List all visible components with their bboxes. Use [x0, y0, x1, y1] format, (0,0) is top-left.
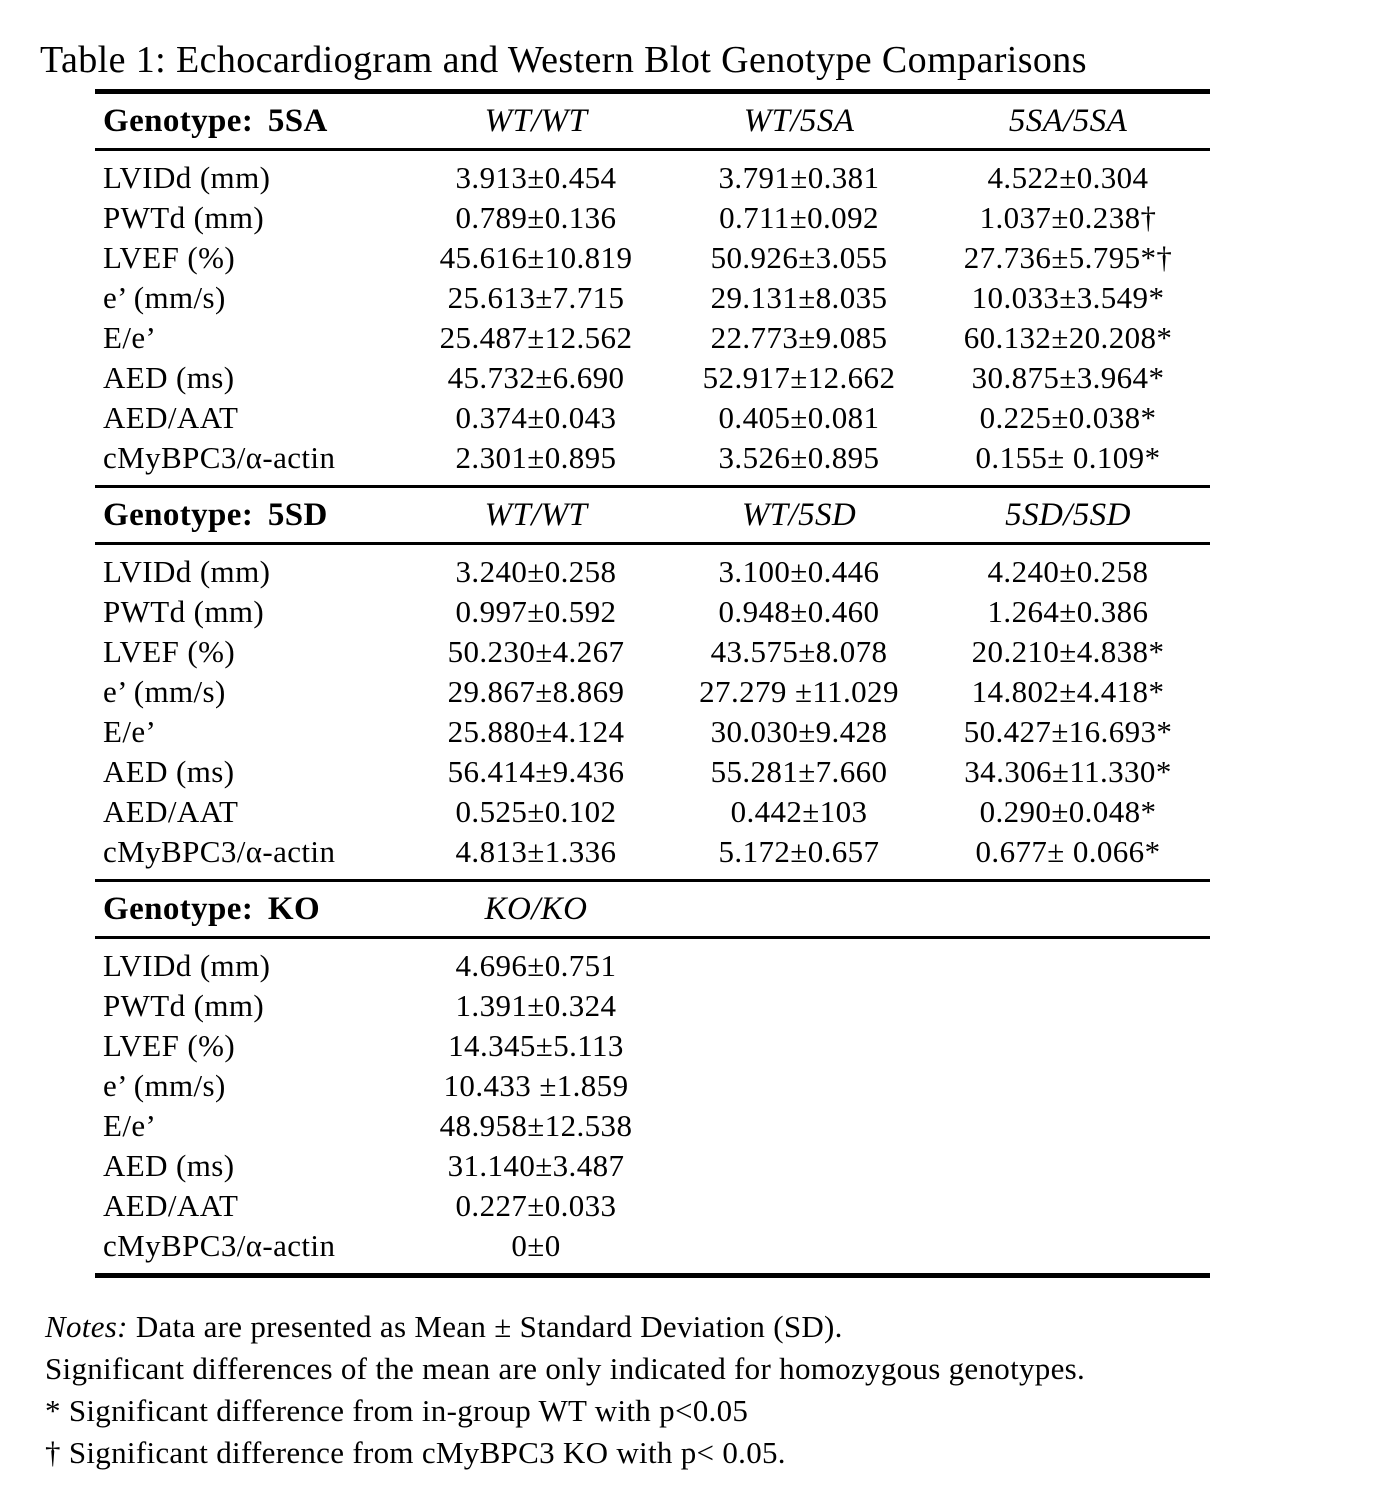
cell-value: 3.526±0.895 — [718, 440, 880, 475]
table-notes — [45, 1306, 1355, 1474]
cell-value: 0.290±0.048* — [979, 794, 1157, 829]
cell-value: 1.037±0.238† — [979, 200, 1157, 235]
table-row — [95, 238, 1210, 278]
row-label: PWTd (mm) — [103, 988, 265, 1023]
cell-value: 5.172±0.657 — [718, 834, 880, 869]
cell-value: 43.575±8.078 — [710, 634, 888, 669]
cell-value: 60.132±20.208* — [963, 320, 1173, 355]
row-label: E/e’ — [103, 1108, 157, 1143]
cell-value: 55.281±7.660 — [710, 754, 888, 789]
cell-value: 3.913±0.454 — [455, 160, 617, 195]
table-row — [95, 632, 1210, 672]
section-header-row — [95, 94, 1210, 148]
table-row — [95, 1026, 1210, 1066]
section-5sd — [95, 485, 1210, 879]
column-header: KO/KO — [484, 890, 588, 927]
cell-value: 52.917±12.662 — [702, 360, 896, 395]
genotype-comparison-table — [95, 89, 1210, 1278]
table-row — [95, 398, 1210, 438]
note-text: Data are presented as Mean ± Standard Deviation (SD). — [135, 1309, 843, 1344]
cell-value: 0.442±103 — [730, 794, 868, 829]
cell-value: 56.414±9.436 — [447, 754, 625, 789]
cell-value: 29.867±8.869 — [447, 674, 625, 709]
row-label: AED/AAT — [103, 1188, 239, 1223]
cell-value: 0.374±0.043 — [455, 400, 617, 435]
table-row — [95, 1146, 1210, 1186]
cell-value: 50.427±16.693* — [963, 714, 1173, 749]
table-row — [95, 752, 1210, 792]
table-row — [95, 832, 1210, 872]
table-row — [95, 1066, 1210, 1106]
row-label: LVEF (%) — [103, 634, 236, 669]
row-label: cMyBPC3/α-actin — [103, 440, 336, 475]
row-label: e’ (mm/s) — [103, 280, 226, 315]
row-label: AED (ms) — [103, 360, 235, 395]
section-rows — [95, 151, 1210, 485]
section-header-row — [95, 488, 1210, 542]
note-line — [45, 1306, 1355, 1348]
row-label: e’ (mm/s) — [103, 674, 226, 709]
table-row — [95, 552, 1210, 592]
section-rows — [95, 545, 1210, 879]
table-row — [95, 1226, 1210, 1266]
cell-value: 20.210±4.838* — [971, 634, 1165, 669]
cell-value: 10.033±3.549* — [971, 280, 1165, 315]
row-label: E/e’ — [103, 320, 157, 355]
cell-value: 48.958±12.538 — [439, 1108, 633, 1143]
section-rows — [95, 939, 1210, 1273]
cell-value: 4.240±0.258 — [987, 554, 1149, 589]
table-row — [95, 672, 1210, 712]
row-label: LVEF (%) — [103, 240, 236, 275]
row-label: LVIDd (mm) — [103, 948, 271, 983]
row-label: AED/AAT — [103, 400, 239, 435]
table-row — [95, 438, 1210, 478]
cell-value: 25.880±4.124 — [447, 714, 625, 749]
row-label: PWTd (mm) — [103, 200, 265, 235]
cell-value: 14.345±5.113 — [448, 1028, 624, 1063]
table-row — [95, 198, 1210, 238]
table-row — [95, 712, 1210, 752]
cell-value: 0.525±0.102 — [455, 794, 617, 829]
section-header-label: Genotype: KO — [103, 890, 321, 927]
row-label: E/e’ — [103, 714, 157, 749]
table-row — [95, 158, 1210, 198]
table-bottom-rule — [95, 1273, 1210, 1278]
cell-value: 31.140±3.487 — [447, 1148, 625, 1183]
cell-value: 30.875±3.964* — [971, 360, 1165, 395]
cell-value: 0.711±0.092 — [719, 200, 879, 235]
section-header-row — [95, 882, 1210, 936]
column-header: WT/5SD — [741, 496, 857, 533]
row-label: cMyBPC3/α-actin — [103, 834, 336, 869]
cell-value: 25.613±7.715 — [447, 280, 625, 315]
table-row — [95, 1106, 1210, 1146]
cell-value: 50.230±4.267 — [447, 634, 625, 669]
cell-value: 27.279 ±11.029 — [699, 674, 899, 709]
section-header-label: Genotype: 5SA — [103, 102, 328, 139]
row-label: cMyBPC3/α-actin — [103, 1228, 336, 1263]
cell-value: 3.100±0.446 — [718, 554, 880, 589]
row-label: AED (ms) — [103, 1148, 235, 1183]
cell-value: 0.677± 0.066* — [975, 834, 1161, 869]
row-label: LVIDd (mm) — [103, 160, 271, 195]
note-line: * Significant difference from in-group WT with p<0.05 — [45, 1393, 749, 1428]
row-label: AED/AAT — [103, 794, 239, 829]
column-header: WT/WT — [484, 102, 588, 139]
cell-value: 45.732±6.690 — [447, 360, 625, 395]
cell-value: 10.433 ±1.859 — [443, 1068, 629, 1103]
cell-value: 22.773±9.085 — [710, 320, 888, 355]
section-5sa — [95, 89, 1210, 485]
cell-value: 4.696±0.751 — [455, 948, 617, 983]
column-header: WT/5SA — [743, 102, 855, 139]
row-label: LVEF (%) — [103, 1028, 236, 1063]
notes-label: Notes: — [45, 1309, 128, 1344]
cell-value: 45.616±10.819 — [439, 240, 633, 275]
table-row — [95, 278, 1210, 318]
cell-value: 0.405±0.081 — [718, 400, 880, 435]
cell-value: 30.030±9.428 — [710, 714, 888, 749]
cell-value: 29.131±8.035 — [710, 280, 888, 315]
table-row — [95, 792, 1210, 832]
cell-value: 1.264±0.386 — [987, 594, 1149, 629]
column-header: 5SD/5SD — [1005, 496, 1131, 533]
cell-value: 4.813±1.336 — [455, 834, 617, 869]
table-caption: Table 1: Echocardiogram and Western Blot Genotype Comparisons — [40, 39, 1087, 81]
cell-value: 0.997±0.592 — [455, 594, 617, 629]
table-row — [95, 592, 1210, 632]
cell-value: 2.301±0.895 — [455, 440, 617, 475]
note-line: Significant differences of the mean are only indicated for homozygous genotypes. — [45, 1351, 1086, 1386]
cell-value: 34.306±11.330* — [964, 754, 1172, 789]
cell-value: 14.802±4.418* — [971, 674, 1165, 709]
cell-value: 0.789±0.136 — [455, 200, 617, 235]
cell-value: 27.736±5.795*† — [963, 240, 1173, 275]
cell-value: 0.225±0.038* — [979, 400, 1157, 435]
row-label: e’ (mm/s) — [103, 1068, 226, 1103]
section-ko — [95, 879, 1210, 1273]
cell-value: 0.227±0.033 — [455, 1188, 617, 1223]
table-row — [95, 986, 1210, 1026]
table-row — [95, 358, 1210, 398]
table-row — [95, 946, 1210, 986]
cell-value: 3.791±0.381 — [718, 160, 880, 195]
note-line: † Significant difference from cMyBPC3 KO with p< 0.05. — [45, 1435, 786, 1470]
cell-value: 3.240±0.258 — [455, 554, 617, 589]
cell-value: 25.487±12.562 — [439, 320, 633, 355]
section-header-label: Genotype: 5SD — [103, 496, 328, 533]
row-label: AED (ms) — [103, 754, 235, 789]
column-header: WT/WT — [484, 496, 588, 533]
row-label: LVIDd (mm) — [103, 554, 271, 589]
table-row — [95, 318, 1210, 358]
cell-value: 4.522±0.304 — [987, 160, 1149, 195]
cell-value: 0±0 — [511, 1228, 561, 1263]
cell-value: 1.391±0.324 — [455, 988, 617, 1023]
cell-value: 0.948±0.460 — [718, 594, 880, 629]
cell-value: 0.155± 0.109* — [975, 440, 1161, 475]
cell-value: 50.926±3.055 — [710, 240, 888, 275]
column-header: 5SA/5SA — [1008, 102, 1128, 139]
row-label: PWTd (mm) — [103, 594, 265, 629]
table-row — [95, 1186, 1210, 1226]
